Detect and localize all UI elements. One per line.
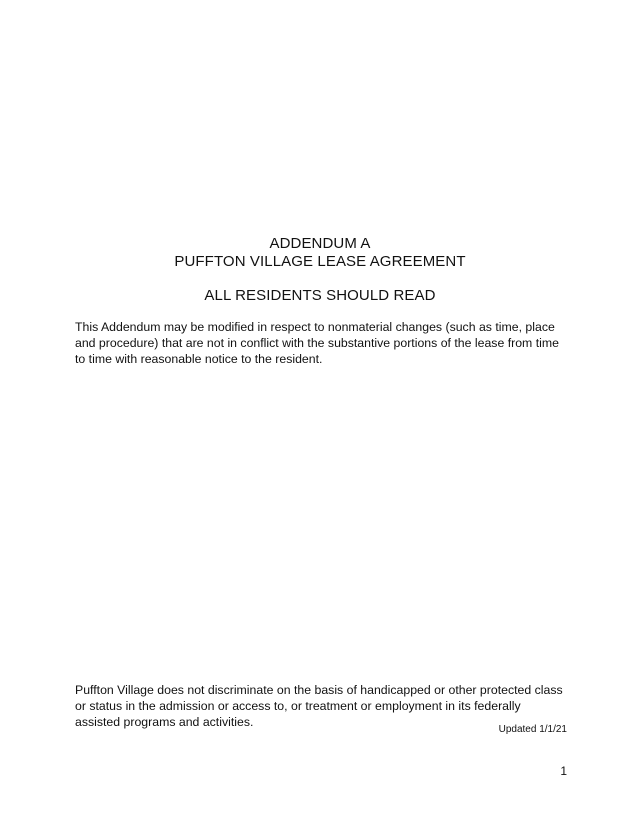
page-number: 1 [560, 764, 567, 778]
addendum-label: ADDENDUM A [269, 235, 371, 252]
updated-date: Updated 1/1/21 [498, 724, 567, 735]
modification-paragraph: This Addendum may be modified in respect to nonmaterial changes (such as time, place and procedure) that are not in conflict with the substantive portions of the lease from time to time with reasonable notice to the resident. [75, 320, 559, 366]
agreement-title: PUFFTON VILLAGE LEASE AGREEMENT [174, 253, 466, 270]
notice-heading: ALL RESIDENTS SHOULD READ [204, 287, 436, 304]
nondiscrimination-paragraph: Puffton Village does not discriminate on the basis of handicapped or other protected class or status in the admission or access to, or treatment or employment in its federally assisted programs and activities. [75, 683, 563, 729]
